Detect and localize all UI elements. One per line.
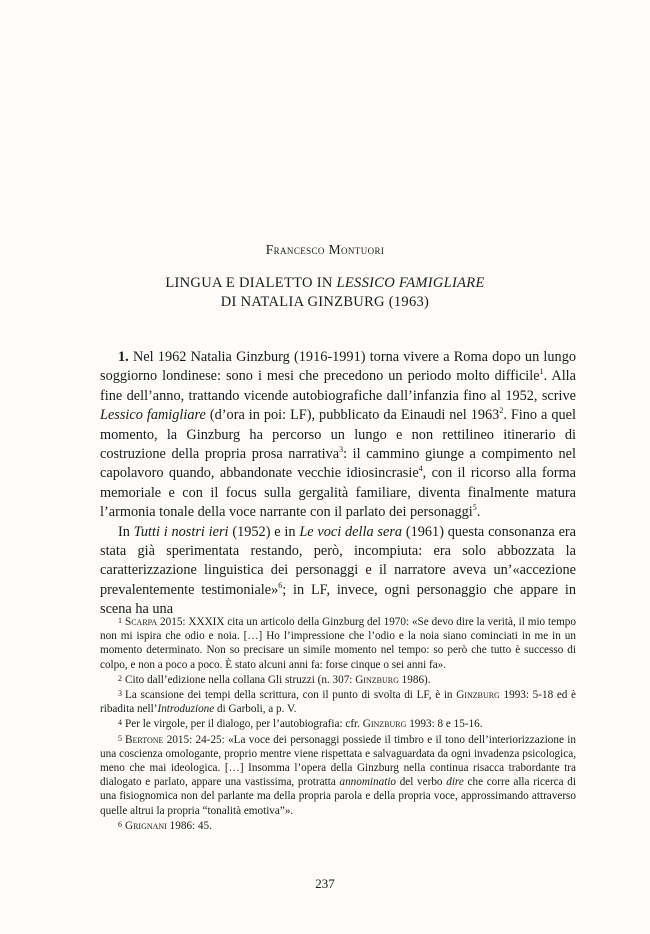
footnote-5: 5 Bertone 2015: 24-25: «La voce dei personaggi possiede il timbro e il tono dell’interiorizzazione in una coscienza omologante, proprio mentre viene rispettata e salvaguardata da ogni invadenza psicologica, meno che mai ideologica. […] Insomma l’opera della Ginzburg nella continua risacca trabordante tra dialogato e parlato, appare una vastissima, protratta annominatio del verbo dire che corre alla ricerca di una fisiognomica non del parlante ma della propria parola e della propria voce, approssimando attraverso quelle altrui la propria “tonalità emotiva”». [100, 733, 576, 817]
footnote-number: 4 [118, 718, 122, 728]
paragraph-2: In Tutti i nostri ieri (1952) e in Le voci della sera (1961) questa consonanza era stata già sperimentata restando, però, incompiuta: era solo abbozzata la caratterizzazione linguistica dei personaggi e il narratore aveva un’«accezione prevalentemente testimoniale»$^6$; in LF, invece, ogni personaggio che appare in scena ha una [100, 523, 577, 618]
paragraph-1: 1. Nel 1962 Natalia Ginzburg (1916-1991) torna vivere a Roma dopo un lungo soggiorno londinese: sono i mesi che precedono un periodo molto difficile$^1$. Alla fine dell’anno, trattando vicende autobiografiche dall’infanzia fino al 1952, scrive Lessico famigliare (d’ora in poi: LF), pubblicato da Einaudi nel 1963$^2$. Fino a quel momento, la Ginzburg ha percorso un lungo e non rettilineo itinerario di costruzione della propria prosa narrativa$^3$: il cammino giunge a compimento nel capolavoro quando, abbandonate vecchie idiosincrasie$^4$, con il ricorso alla forma memoriale e con il focus sulla gergalità familiare, diventa finalmente matura l’armonia tonale della voce narrante con il parlato dei personaggi$^5$. [100, 349, 576, 521]
title-book-name: LESSICO FAMIGLIARE [336, 275, 485, 291]
section-number: 1. [118, 349, 129, 365]
footnote-2: 2 Cito dall’edizione nella collana Gli struzzi (n. 307: Ginzburg 1986). [118, 673, 431, 686]
chapter-author: Francesco Montuori [265, 242, 385, 257]
chapter-title [0, 274, 650, 312]
page-number: 237 [315, 876, 335, 891]
footnote-ref: 2 [499, 406, 504, 416]
footnote-4: 4 Per le virgole, per il dialogo, per l’autobiografia: cfr. Ginzburg 1993: 8 e 15-16. [118, 718, 483, 731]
main-text [100, 348, 576, 620]
footnote-1: 1 Scarpa 2015: XXXIX cita un articolo della Ginzburg del 1970: «Se devo dire la verità, il mio tempo non mi ispira che odio e noia. […] Ho l’impressione che l’odio e la noia siano cominciati in me in un momento determinato. Non so precisare un simile momento nel tempo: so però che tutto è successo di colpo, e non a poco a poco. È stato alcuni anni fa: forse cinque o sei anni fa». [100, 616, 576, 671]
footnote-ref: 4 [418, 464, 423, 474]
title-line-2: DI NATALIA GINZBURG (1963) [220, 294, 430, 310]
footnote-6: 6 Grignani 1986: 45. [118, 819, 212, 832]
footnote-ref: 3 [339, 445, 344, 455]
footnote-ref: 5 [472, 503, 477, 513]
title-line-1: LINGUA E DIALETTO IN LESSICO FAMIGLIARE [165, 275, 485, 291]
footnote-number: 3 [118, 689, 122, 699]
footnote-ref: 6 [278, 581, 283, 591]
footnote-3: 3 La scansione dei tempi della scrittura, con il punto di svolta di LF, è in Ginzburg 1993: 5-18 ed è ribadita nell’Introduzione di Garboli, a p. V. [100, 689, 577, 716]
footnote-ref: 1 [539, 367, 544, 377]
footnote-number: 2 [118, 673, 122, 683]
footnotes [100, 614, 576, 833]
footnote-number: 6 [118, 819, 122, 829]
footnote-number: 5 [118, 733, 122, 743]
footnote-number: 1 [118, 616, 122, 625]
